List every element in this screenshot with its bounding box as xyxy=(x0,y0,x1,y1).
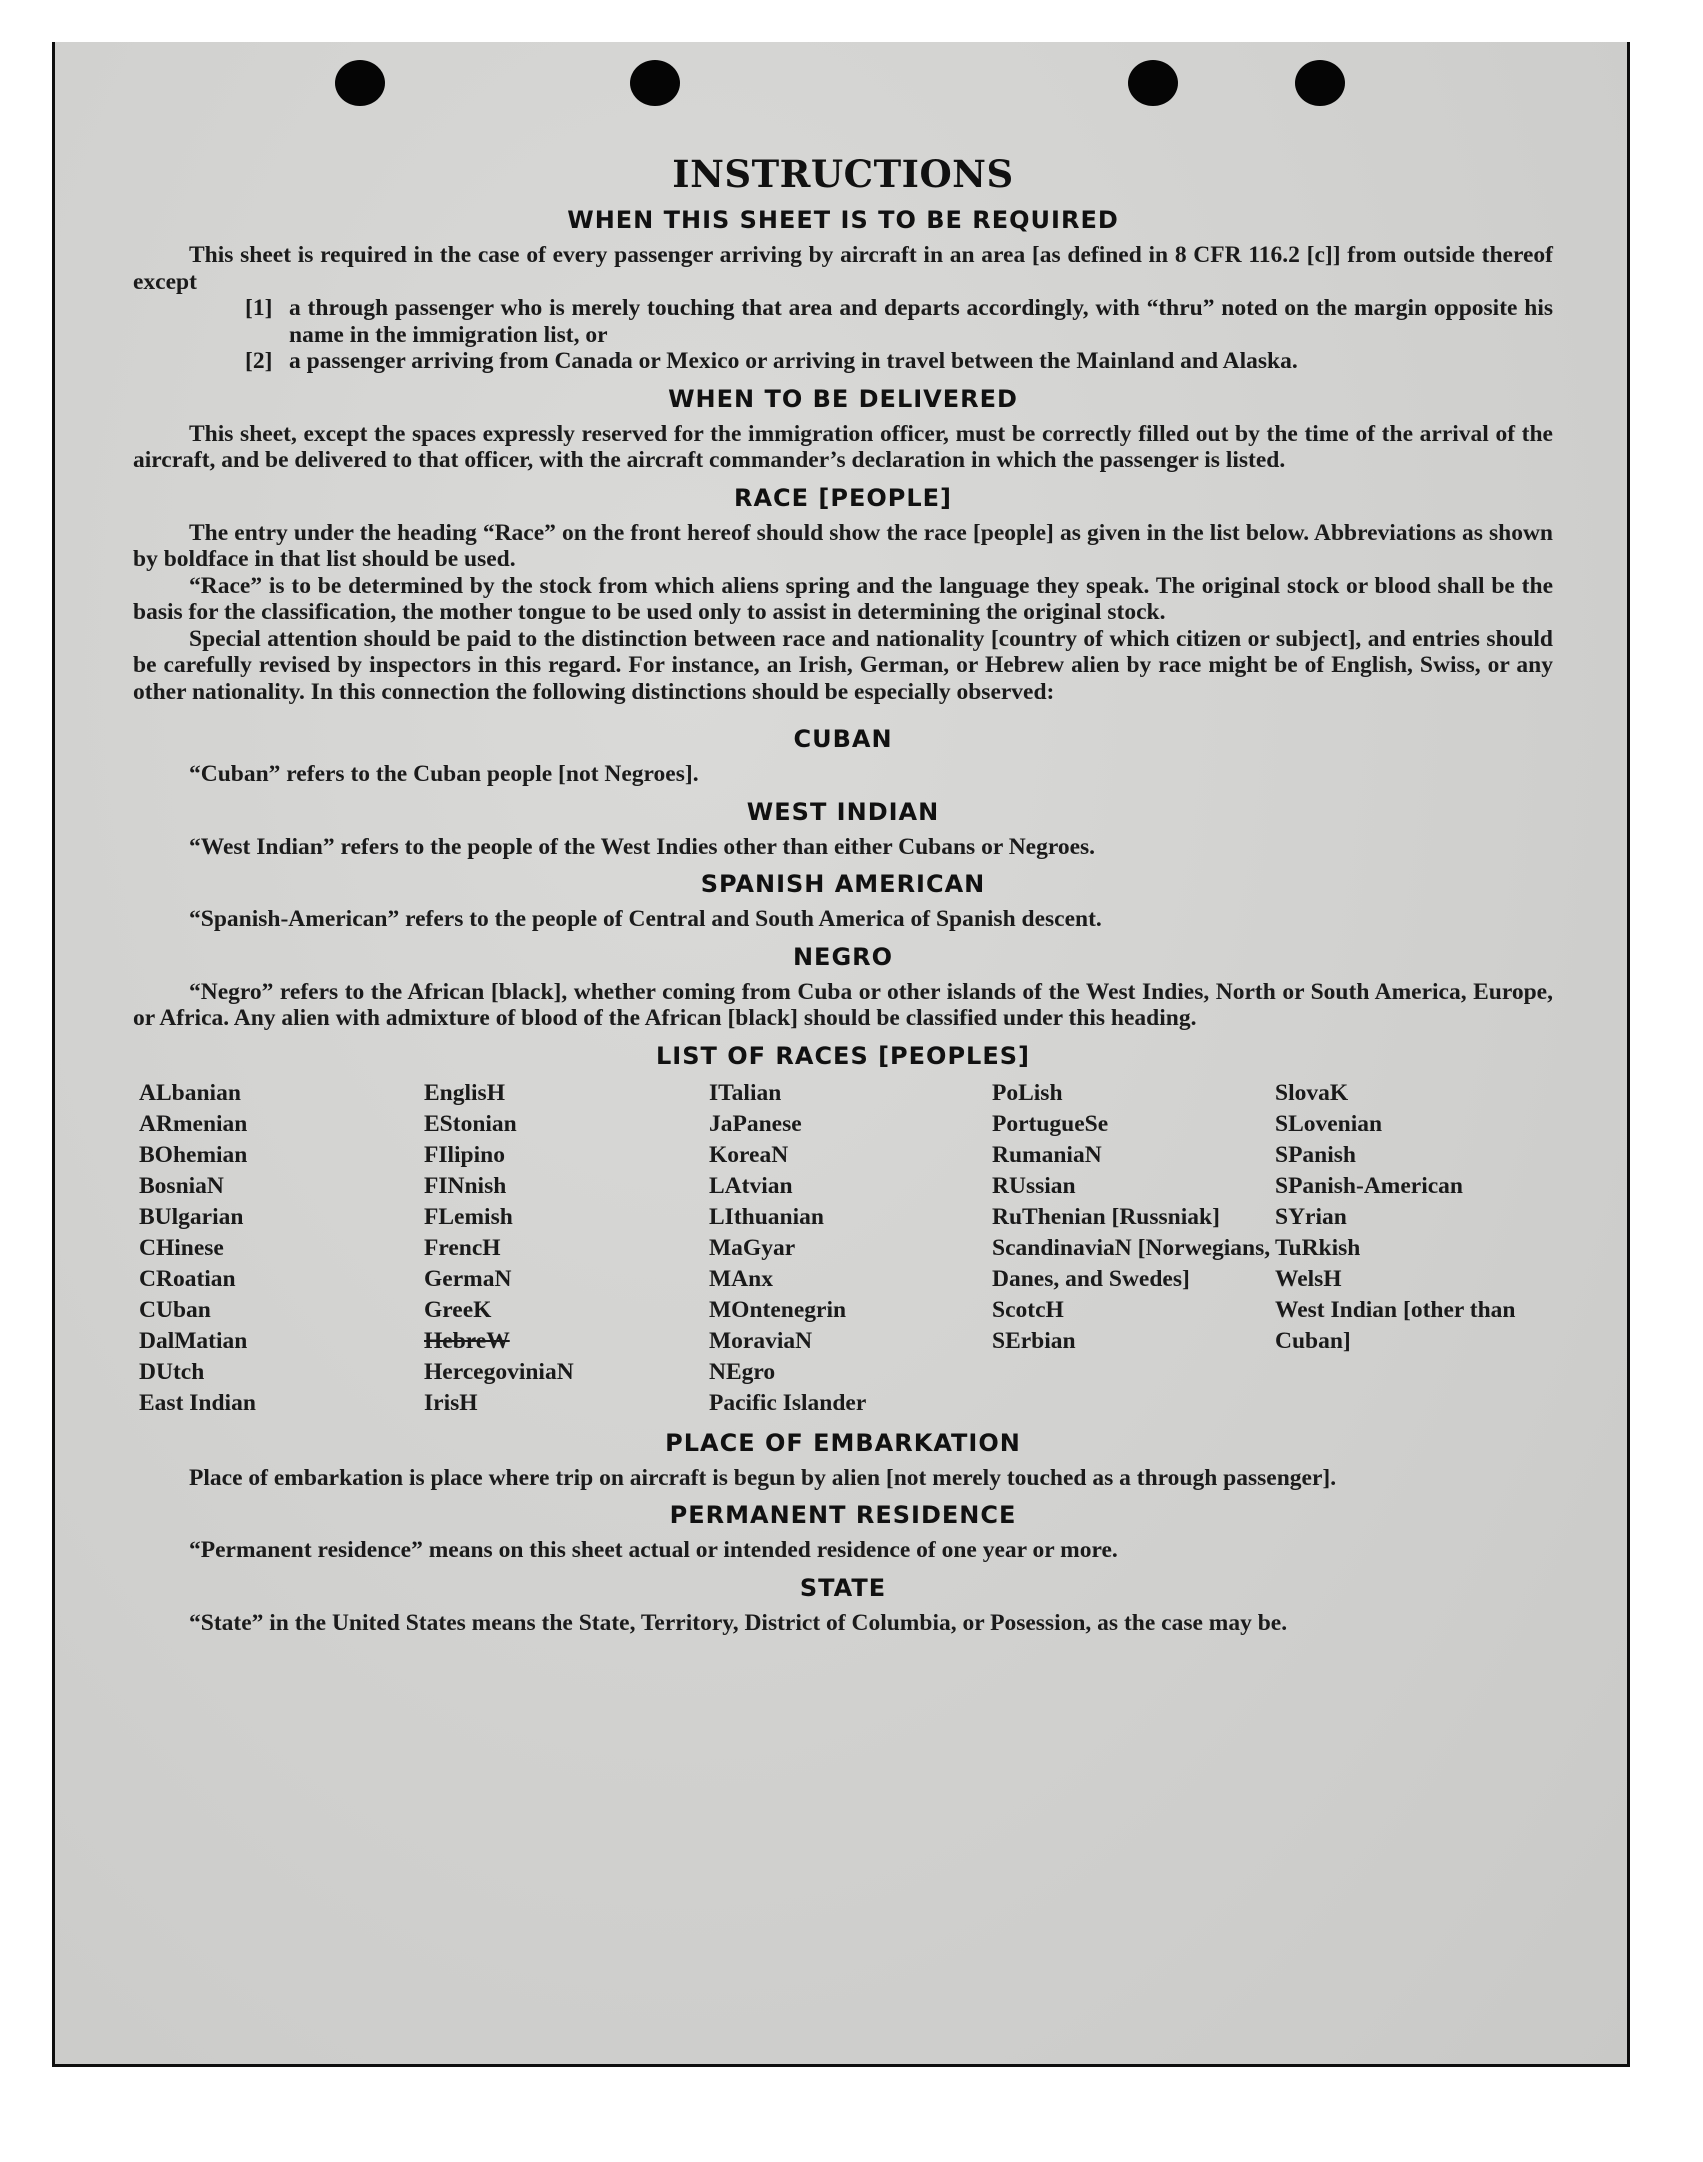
race-entry: ScotcH xyxy=(992,1296,1064,1323)
when-delivered-text: This sheet, except the spaces expressly reserved for the immigration officer, must be correctly filled out by the time of the arrival of the aircraft, and be delivered to that officer, with the aircraft commander’s declaration in which the passenger is listed. xyxy=(133,420,1553,473)
when-required-intro: This sheet is required in the case of every passenger arriving by aircraft in an area [as defined in 8 CFR 116.2 [c]] from outside thereof except xyxy=(133,242,1553,295)
race-entry: PortugueSe xyxy=(992,1110,1109,1137)
race-entry: RUssian xyxy=(992,1172,1076,1199)
heading-list-of-races: LIST OF RACES [PEOPLES] xyxy=(656,1041,1030,1070)
race-entry: East Indian xyxy=(139,1389,256,1416)
race-entry: IrisH xyxy=(424,1389,478,1416)
race-paragraph: “Race” is to be determined by the stock from which aliens spring and the language they speak. The original stock or blood shall be the basis for the classification, the mother tongue to be used only to assist in determining the original stock. xyxy=(133,572,1553,625)
page-title: INSTRUCTIONS xyxy=(672,152,1014,196)
race-entry: TuRkish xyxy=(1275,1234,1361,1261)
race-entry: PoLish xyxy=(992,1079,1063,1106)
heading-when-delivered: WHEN TO BE DELIVERED xyxy=(668,384,1018,413)
exception-number: [1] xyxy=(245,295,273,321)
exception-text: a passenger arriving from Canada or Mexico or arriving in travel between the Mainland and Alaska. xyxy=(289,348,1298,374)
race-entry: FIlipino xyxy=(424,1141,505,1168)
race-entry: MaGyar xyxy=(709,1234,796,1261)
race-entry: CUban xyxy=(139,1296,211,1323)
race-entry: MoraviaN xyxy=(709,1327,813,1354)
race-entry: FrencH xyxy=(424,1234,501,1261)
heading-spanish-american: SPANISH AMERICAN xyxy=(700,870,986,898)
race-entry: SErbian xyxy=(992,1327,1076,1354)
race-entry: HebreW xyxy=(424,1327,510,1354)
race-entry: MAnx xyxy=(709,1265,773,1292)
race-entry: HercegoviniaN xyxy=(424,1358,574,1385)
punch-hole xyxy=(1128,60,1178,106)
race-entry: WelsH xyxy=(1275,1265,1342,1292)
heading-embarkation: PLACE OF EMBARKATION xyxy=(665,1428,1021,1457)
races-column xyxy=(1275,1078,1559,1419)
west-indian-text: “West Indian” refers to the people of the West Indies other than either Cubans or Negroes. xyxy=(189,833,1096,860)
races-list xyxy=(139,1078,1553,1419)
heading-permanent-residence: PERMANENT RESIDENCE xyxy=(669,1501,1017,1529)
races-column xyxy=(424,1078,709,1419)
spanish-american-text: “Spanish-American” refers to the people of Central and South America of Spanish descent. xyxy=(189,906,1102,932)
punch-hole xyxy=(630,60,680,106)
race-entry: NEgro xyxy=(709,1358,776,1385)
race-entry: RumaniaN xyxy=(992,1141,1102,1168)
document-page xyxy=(55,42,1627,2064)
state-text: “State” in the United States means the State, Territory, District of Columbia, or Posession, as the case may be. xyxy=(189,1609,1288,1636)
race-entry: RuThenian [Russniak] xyxy=(992,1203,1220,1230)
race-entry: SlovaK xyxy=(1275,1079,1349,1106)
race-entry: BUlgarian xyxy=(139,1203,244,1230)
race-entry: ALbanian xyxy=(139,1079,241,1106)
race-entry: MOntenegrin xyxy=(709,1296,847,1323)
heading-cuban: CUBAN xyxy=(793,725,893,753)
heading-state: STATE xyxy=(799,1573,887,1602)
race-entry: SYrian xyxy=(1275,1203,1347,1230)
race-entry: Pacific Islander xyxy=(709,1389,867,1416)
race-entry: ScandinaviaN [Norwegians, Danes, and Swedes] xyxy=(992,1234,1271,1292)
embarkation-text: Place of embarkation is place where trip on aircraft is begun by alien [not merely touched as a through passenger]. xyxy=(189,1464,1337,1491)
race-entry: CRoatian xyxy=(139,1265,236,1292)
race-entry: SPanish xyxy=(1275,1141,1356,1168)
race-entry: KoreaN xyxy=(709,1141,789,1168)
race-entry: DalMatian xyxy=(139,1327,248,1354)
exception-text: a through passenger who is merely touching that area and departs accordingly, with “thru” noted on the margin opposite his name in the immigration list, or xyxy=(289,295,1553,348)
race-entry: DUtch xyxy=(139,1358,205,1385)
races-column xyxy=(992,1078,1275,1419)
exception-item xyxy=(245,295,1553,348)
race-entry: GreeK xyxy=(424,1296,492,1323)
race-entry: ITalian xyxy=(709,1079,782,1106)
heading-when-required: WHEN THIS SHEET IS TO BE REQUIRED xyxy=(567,206,1119,234)
punch-hole xyxy=(335,60,385,106)
race-paragraph: The entry under the heading “Race” on the front hereof should show the race [people] as given in the list below. Abbreviations as shown by boldface in that list should be used. xyxy=(133,519,1553,572)
race-entry: BosniaN xyxy=(139,1172,224,1199)
race-entry: JaPanese xyxy=(709,1110,802,1137)
race-entry: FLemish xyxy=(424,1203,513,1230)
instructions-content xyxy=(133,152,1553,1636)
race-entry: LIthuanian xyxy=(709,1203,824,1230)
heading-west-indian: WEST INDIAN xyxy=(746,797,940,826)
race-entry: GermaN xyxy=(424,1265,512,1292)
race-entry: West Indian [other than Cuban] xyxy=(1275,1296,1516,1354)
races-column xyxy=(709,1078,992,1419)
punch-hole xyxy=(1295,60,1345,106)
exception-item xyxy=(245,348,1553,375)
race-entry: CHinese xyxy=(139,1234,224,1261)
races-column xyxy=(139,1078,424,1419)
race-entry: LAtvian xyxy=(709,1172,793,1199)
residence-text: “Permanent residence” means on this sheet actual or intended residence of one year or more. xyxy=(189,1537,1118,1563)
cuban-text: “Cuban” refers to the Cuban people [not Negroes]. xyxy=(189,761,699,787)
race-entry: BOhemian xyxy=(139,1141,248,1168)
race-paragraph: Special attention should be paid to the distinction between race and nationality [country of which citizen or subject], and entries should be carefully revised by inspectors in this regard. For instance, an Irish, German, or Hebrew alien by race might be of English, Swiss, or any other nationality. In this connection the following distinctions should be especially observed: xyxy=(133,625,1553,705)
heading-negro: NEGRO xyxy=(792,942,894,971)
race-entry: EStonian xyxy=(424,1110,517,1137)
race-entry: FINnish xyxy=(424,1172,507,1199)
exception-number: [2] xyxy=(245,348,273,374)
race-entry: SLovenian xyxy=(1275,1110,1383,1137)
heading-race: RACE [PEOPLE] xyxy=(733,483,953,512)
race-entry: EnglisH xyxy=(424,1079,505,1106)
race-entry: SPanish-American xyxy=(1275,1172,1463,1199)
race-entry: ARmenian xyxy=(139,1110,248,1137)
negro-text: “Negro” refers to the African [black], whether coming from Cuba or other islands of the West Indies, North or South America, Europe, or Africa. Any alien with admixture of blood of the African [black] should be classified under this heading. xyxy=(133,978,1553,1031)
